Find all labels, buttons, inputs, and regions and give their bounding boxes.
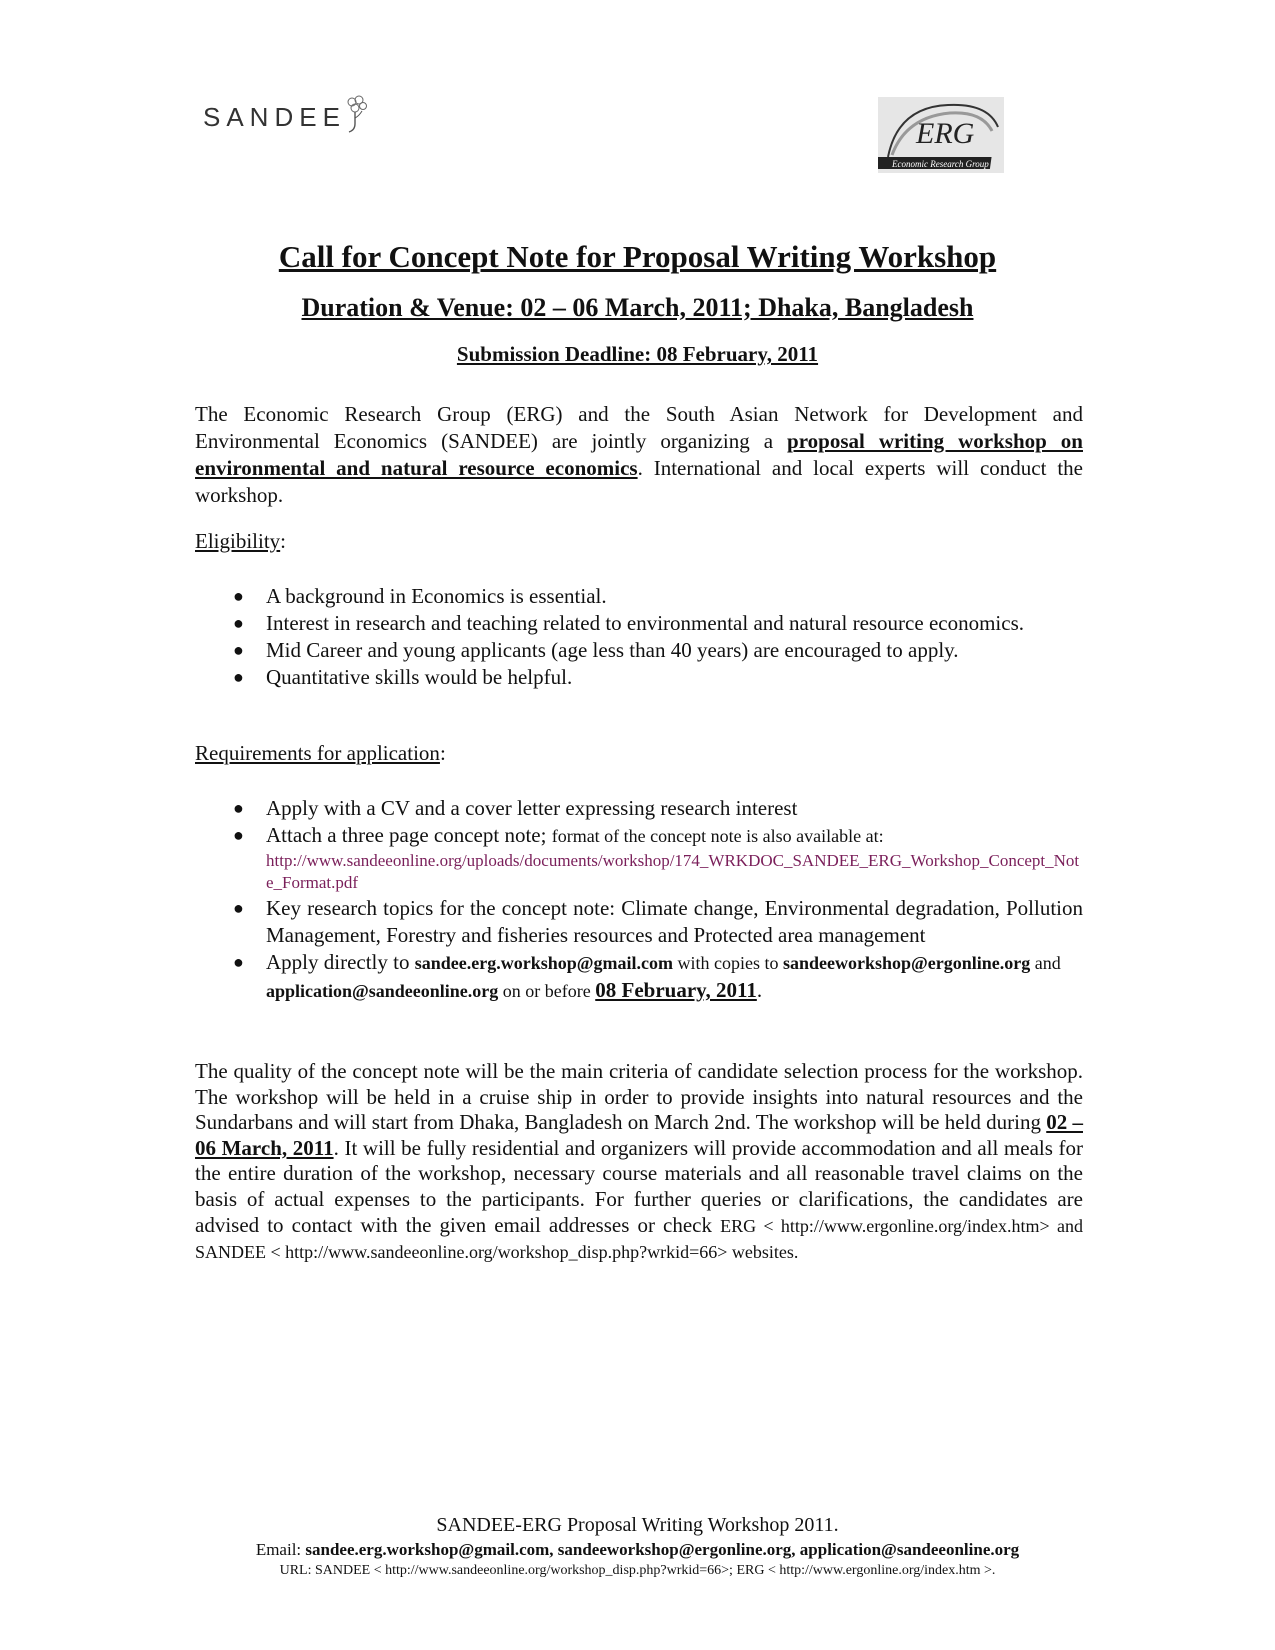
footer-urls[interactable]: URL: SANDEE < http://www.sandeeonline.org/workshop_disp.php?wrkid=66>; ERG < http://www.ergonline.org/index.htm >. xyxy=(279,1563,996,1578)
requirement-text: . xyxy=(756,978,763,1002)
deadline-date: 08 February, 2011 xyxy=(595,978,757,1002)
eligibility-item: Interest in research and teaching related to environmental and natural resource economics. xyxy=(266,611,1024,635)
eligibility-heading-text: Eligibility xyxy=(195,529,281,553)
erg-logo-letters: ERG xyxy=(916,117,975,150)
list-item xyxy=(195,895,1083,949)
bullet-icon: ● xyxy=(233,798,244,818)
intro-paragraph xyxy=(195,401,1083,509)
bullet-icon: ● xyxy=(233,613,244,633)
footer-email-label: Email: xyxy=(255,1540,306,1559)
duration-venue: Duration & Venue: 02 – 06 March, 2011; Dhaka, Bangladesh xyxy=(301,293,974,322)
eligibility-item: A background in Economics is essential. xyxy=(266,584,607,608)
closing-text-2: . It will be fully residential and organizers will provide accommodation and all meals for the entire duration of the workshop, necessary course materials and all reasonable travel claims on the basis of actual expenses to the participants. For further queries or clarifications, the candidates are advised to contact with the given email addresses or check xyxy=(195,1135,1084,1237)
email-link[interactable]: sandeeworkshop@ergonline.org xyxy=(782,953,1031,973)
list-item xyxy=(195,795,1083,822)
bullet-icon: ● xyxy=(233,667,244,687)
intro-text-1: The Economic Research Group (ERG) and the South Asian Network for Development and Environmental Economics (SANDEE) are jointly organizing a xyxy=(195,402,1083,453)
footer-emails xyxy=(0,1538,1275,1562)
email-link[interactable]: sandee.erg.workshop@gmail.com xyxy=(414,953,673,973)
intro-text-2: . International and local experts will conduct the workshop. xyxy=(195,456,1083,507)
erg-logo xyxy=(878,97,1004,173)
eligibility-heading: Eligibility: xyxy=(195,529,287,553)
eligibility-item: Mid Career and young applicants (age less than 40 years) are encouraged to apply. xyxy=(266,638,959,662)
list-item xyxy=(195,822,1083,895)
email-link[interactable]: application@sandeeonline.org xyxy=(266,981,499,1001)
requirement-item-note: format of the concept note is also available at: xyxy=(551,826,884,846)
concept-note-format-link[interactable]: http://www.sandeeonline.org/uploads/documents/workshop/174_WRKDOC_SANDEE_ERG_Workshop_Concept_Note_Format.pdf xyxy=(266,851,1080,892)
sandee-logo xyxy=(203,102,346,133)
submission-deadline: Submission Deadline: 08 February, 2011 xyxy=(456,342,819,366)
closing-paragraph xyxy=(195,1059,1083,1266)
intro-emphasis: proposal writing workshop on environmental and natural resource economics xyxy=(195,429,1083,480)
eligibility-item: Quantitative skills would be helpful. xyxy=(266,665,573,689)
bullet-icon: ● xyxy=(233,898,244,918)
requirement-item: Attach a three page concept note; xyxy=(266,823,552,847)
requirements-heading-text: Requirements for application xyxy=(195,741,440,765)
list-item xyxy=(195,949,1083,1005)
requirement-text: with copies to xyxy=(672,953,783,973)
requirement-text: and xyxy=(1030,953,1061,973)
list-item xyxy=(195,610,1083,637)
page-title: Call for Concept Note for Proposal Writing Workshop xyxy=(278,239,997,274)
erg-logo-graphic xyxy=(878,97,1004,173)
closing-text-1: The quality of the concept note will be the main criteria of candidate selection process for the workshop. The workshop will be held in a cruise ship in order to provide insights into natural resources and the Sundarbans and will start from Dhaka, Bangladesh on March 2nd. The workshop will be held during xyxy=(195,1059,1083,1135)
website-links[interactable]: ERG < http://www.ergonline.org/index.htm> and SANDEE < http://www.sandeeonline.org/workshop_disp.php?wrkid=66> websites. xyxy=(195,1215,1083,1263)
bullet-icon: ● xyxy=(233,640,244,660)
requirement-item: Apply directly to xyxy=(266,950,415,974)
bullet-icon: ● xyxy=(233,825,244,845)
footer-email-list[interactable]: sandee.erg.workshop@gmail.com, sandeeworkshop@ergonline.org, application@sandeeonline.org xyxy=(305,1540,1020,1559)
requirement-text: on or before xyxy=(498,981,596,1001)
eligibility-list xyxy=(195,583,1083,691)
requirement-item: Key research topics for the concept note: Climate change, Environmental degradation, Pollution Management, Forestry and fisheries resources and Protected area management xyxy=(266,896,1083,947)
footer xyxy=(0,1512,1275,1580)
list-item xyxy=(195,664,1083,691)
tree-icon xyxy=(343,94,369,134)
requirement-item: Apply with a CV and a cover letter expressing research interest xyxy=(266,796,798,820)
list-item xyxy=(195,637,1083,664)
sandee-logo-text: SANDEE xyxy=(203,102,346,132)
erg-logo-caption: Economic Research Group xyxy=(892,159,989,169)
requirements-heading: Requirements for application: xyxy=(195,741,446,765)
requirements-list xyxy=(195,795,1083,1005)
workshop-dates: 02 – 06 March, 2011 xyxy=(195,1110,1083,1160)
bullet-icon: ● xyxy=(233,586,244,606)
footer-title: SANDEE-ERG Proposal Writing Workshop 2011. xyxy=(436,1514,839,1536)
bullet-icon: ● xyxy=(233,952,244,972)
list-item xyxy=(195,583,1083,610)
